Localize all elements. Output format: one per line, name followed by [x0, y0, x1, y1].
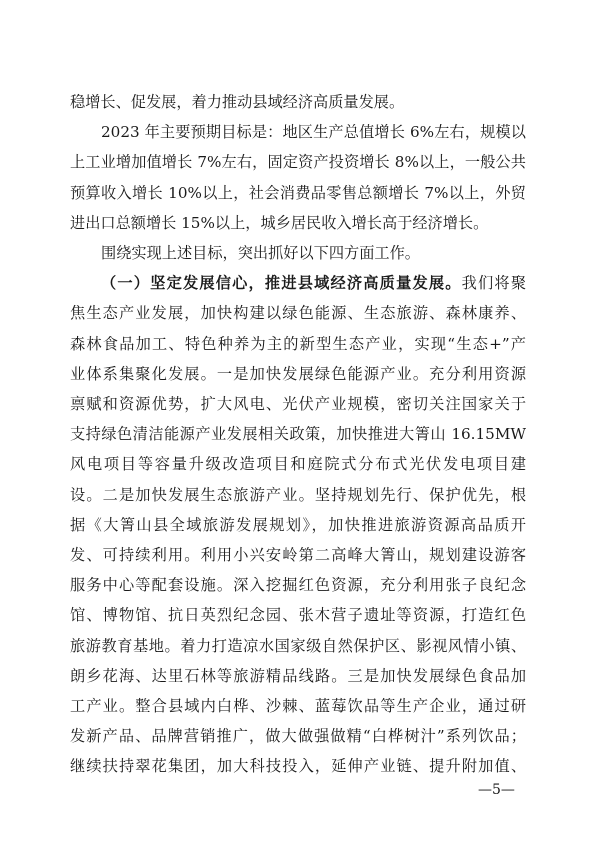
text-line: 旅游教育基地。着力打造凉水国家级自然保护区、影视风情小镇、 — [70, 637, 526, 655]
text-line: 2023 年主要预期目标是：地区生产总值增长 6%左右，规模以 — [101, 123, 526, 141]
text-line: 据《大箐山县全域旅游发展规划》，加快推进旅游资源高品质开 — [70, 516, 526, 534]
text-line: 进出口总额增长 15%以上，城乡居民收入增长高于经济增长。 — [70, 214, 489, 232]
text-line: 继续扶持翠花集团，加大科技投入，延伸产业链、提升附加值、 — [70, 757, 526, 775]
text-line: 发、可持续利用。利用小兴安岭第二高峰大箐山，规划建设游客 — [70, 546, 526, 564]
text-line: 焦生态产业发展，加快构建以绿色能源、生态旅游、森林康养、 — [70, 304, 526, 322]
text-line: 服务中心等配套设施。深入挖掘红色资源，充分利用张子良纪念 — [70, 576, 526, 594]
text-line: 工产业。整合县域内白桦、沙棘、蓝莓饮品等生产企业，通过研 — [70, 697, 526, 715]
text-line: 禀赋和资源优势，扩大风电、光伏产业规模，密切关注国家关于 — [70, 395, 526, 413]
text-line: 围绕实现上述目标，突出抓好以下四方面工作。 — [101, 244, 420, 262]
text-line: 业体系集聚化发展。一是加快发展绿色能源产业。充分利用资源 — [70, 365, 526, 383]
text-line: 支持绿色清洁能源产业发展相关政策，加快推进大箐山 16.15MW — [70, 425, 526, 443]
section-heading: （一）坚定发展信心，推进县域经济高质量发展。 — [101, 274, 462, 292]
text-fragment: 我们将聚 — [461, 274, 527, 292]
text-line: 森林食品加工、特色种养为主的新型生态产业，实现“生态+”产 — [70, 335, 526, 353]
text-line: 风电项目等容量升级改造项目和庭院式分布式光伏发电项目建 — [70, 455, 526, 473]
text-line: 上工业增加值增长 7%左右，固定资产投资增长 8%以上，一般公共 — [70, 153, 526, 171]
text-line: 设。二是加快发展生态旅游产业。坚持规划先行、保护优先，根 — [70, 486, 526, 504]
section-heading-line — [101, 273, 526, 293]
text-line: 发新产品、品牌营销推广，做大做强做精“白桦树汁”系列饮品； — [70, 727, 526, 745]
text-line: 预算收入增长 10%以上，社会消费品零售总额增长 7%以上，外贸 — [70, 184, 526, 202]
text-line: 朗乡花海、达里石林等旅游精品线路。三是加快发展绿色食品加 — [70, 667, 526, 685]
page-number: —5— — [478, 782, 515, 798]
text-line: 稳增长、促发展，着力推动县域经济高质量发展。 — [70, 93, 405, 111]
text-line: 馆、博物馆、抗日英烈纪念园、张木营子遗址等资源，打造红色 — [70, 606, 526, 624]
